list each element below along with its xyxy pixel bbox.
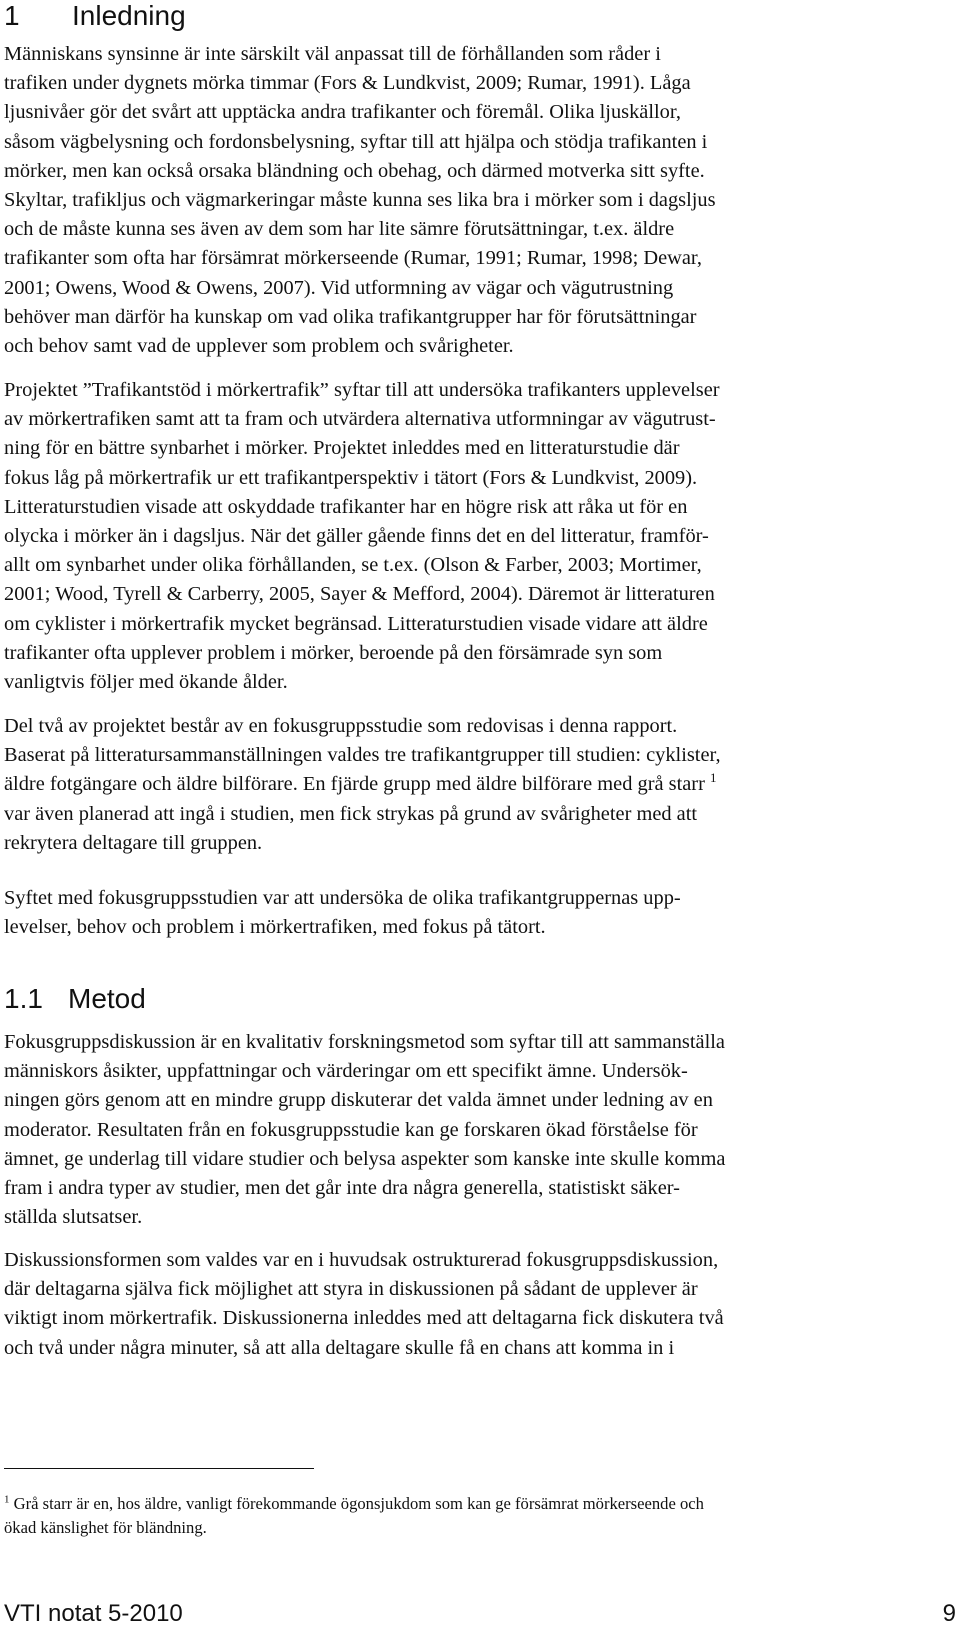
paragraph-4 <box>4 884 922 942</box>
text-line: av mörkertrafiken samt att ta fram och utvärdera alternativa utformningar av vägutrust- <box>4 408 716 431</box>
text-line: trafikanter ofta upplever problem i mörker, beroende på den försämrade syn som <box>4 641 663 664</box>
paragraph-5 <box>4 1028 922 1232</box>
section-heading <box>4 0 186 32</box>
footnote-line: ökad känslighet för bländning. <box>4 1518 207 1537</box>
text-line: olycka i mörker än i dagsljus. När det gäller gående finns det en del litteratur, framför- <box>4 525 709 548</box>
section-number: 1 <box>4 0 20 31</box>
paragraph-3 <box>4 712 922 858</box>
paragraph-2 <box>4 376 922 697</box>
page-number: 9 <box>942 1600 956 1627</box>
text-line: mörker, men kan också orsaka bländning och obehag, och därmed motverka sitt syfte. <box>4 159 705 182</box>
text-line: människors åsikter, uppfattningar och värderingar om ett specifikt ämne. Undersök- <box>4 1060 688 1083</box>
text-line: Fokusgruppsdiskussion är en kvalitativ forskningsmetod som syftar till att sammanställa <box>4 1031 725 1053</box>
text-line: där deltagarna själva fick möjlighet att styra in diskussionen på sådant de upplever är <box>4 1278 698 1301</box>
section-title: Inledning <box>72 0 186 31</box>
subsection-number: 1.1 <box>4 983 43 1014</box>
footnote-divider <box>4 1468 314 1469</box>
page-footer <box>4 1596 956 1632</box>
footnote-marker: 1 <box>4 1493 10 1506</box>
text-line: Syftet med fokusgruppsstudien var att undersöka de olika trafikantgruppernas upp- <box>4 887 681 909</box>
text-line: fokus låg på mörkertrafik ur ett trafikantperspektiv i tätort (Fors & Lundkvist, 2009). <box>4 466 698 489</box>
text-line: behöver man därför ha kunskap om vad olika trafikantgrupper har för förutsättningar <box>4 305 697 328</box>
paragraph-6 <box>4 1246 922 1363</box>
text-line: vanligtvis följer med ökande ålder. <box>4 671 288 694</box>
text-line: moderator. Resultaten från en fokusgruppsstudie kan ge forskaren ökad förståelse för <box>4 1118 698 1141</box>
text-line: Litteraturstudien visade att oskyddade trafikanter har en högre risk att råka ut för en <box>4 495 688 518</box>
subsection-heading <box>4 983 146 1015</box>
subsection-title: Metod <box>68 983 146 1014</box>
text-line: 2001; Wood, Tyrell & Carberry, 2005, Sayer & Mefford, 2004). Däremot är litteraturen <box>4 583 715 606</box>
text-line: Projektet ”Trafikantstöd i mörkertrafik” syftar till att undersöka trafikanters upplevelser <box>4 379 720 401</box>
text-line: ställda slutsatser. <box>4 1206 143 1229</box>
text-line: allt om synbarhet under olika förhållanden, se t.ex. (Olson & Farber, 2003; Mortimer, <box>4 554 702 577</box>
report-id: VTI notat 5-2010 <box>4 1600 183 1627</box>
text-line: och två under några minuter, så att alla deltagare skulle få en chans att komma in i <box>4 1336 675 1359</box>
text-line: viktigt inom mörkertrafik. Diskussionerna inleddes med att deltagarna fick diskutera två <box>4 1307 724 1330</box>
paragraph-1 <box>4 40 922 361</box>
text-line: 2001; Owens, Wood & Owens, 2007). Vid utformning av vägar och vägutrustning <box>4 276 674 299</box>
text-line: och de måste kunna ses även av dem som har lite sämre förutsättningar, t.ex. äldre <box>4 218 675 241</box>
text-line: och behov samt vad de upplever som problem och svårigheter. <box>4 335 514 358</box>
text-line: fram i andra typer av studier, men det går inte dra några generella, statistiskt säker- <box>4 1177 680 1200</box>
text-line: äldre fotgängare och äldre bilförare. En fjärde grupp med äldre bilförare med grå starr <box>4 773 705 796</box>
footnote-line: Grå starr är en, hos äldre, vanligt förekommande ögonsjukdom som kan ge försämrat mörkerseende och <box>9 1494 704 1513</box>
text-line: ljusnivåer gör det svårt att upptäcka andra trafikanter och föremål. Olika ljuskällor, <box>4 101 681 124</box>
text-line: Del två av projektet består av en fokusgruppsstudie som redovisas i denna rapport. <box>4 715 678 737</box>
text-line: Diskussionsformen som valdes var en i huvudsak ostrukturerad fokusgruppsdiskussion, <box>4 1249 719 1271</box>
text-line: Baserat på litteratursammanställningen valdes tre trafikantgrupper till studien: cyklister, <box>4 744 721 767</box>
text-line: var även planerad att ingå i studien, men fick strykas på grund av svårigheter med att <box>4 802 698 825</box>
text-line: ämnet, ge underlag till vidare studier och belysa aspekter som kanske inte skulle komma <box>4 1147 726 1170</box>
text-line: om cyklister i mörkertrafik mycket begränsad. Litteraturstudien visade vidare att äldre <box>4 612 708 635</box>
text-line: levelser, behov och problem i mörkertrafiken, med fokus på tätort. <box>4 916 546 939</box>
footnote <box>4 1492 922 1540</box>
text-line: Skyltar, trafikljus och vägmarkeringar måste kunna ses lika bra i mörker som i dagsljus <box>4 189 716 212</box>
text-line: rekrytera deltagare till gruppen. <box>4 831 263 854</box>
text-line: trafikanter som ofta har försämrat mörkerseende (Rumar, 1991; Rumar, 1998; Dewar, <box>4 247 702 270</box>
text-line: ningen görs genom att en mindre grupp diskuterar det valda ämnet under ledning av en <box>4 1089 713 1112</box>
footnote-reference: 1 <box>709 770 717 786</box>
text-line: trafiken under dygnets mörka timmar (Fors & Lundkvist, 2009; Rumar, 1991). Låga <box>4 72 691 95</box>
text-line: såsom vägbelysning och fordonsbelysning, syftar till att hjälpa och stödja trafikanten i <box>4 130 708 153</box>
text-line: Människans synsinne är inte särskilt väl anpassat till de förhållanden som råder i <box>4 43 661 65</box>
text-line: ning för en bättre synbarhet i mörker. Projektet inleddes med en litteraturstudie där <box>4 437 680 460</box>
